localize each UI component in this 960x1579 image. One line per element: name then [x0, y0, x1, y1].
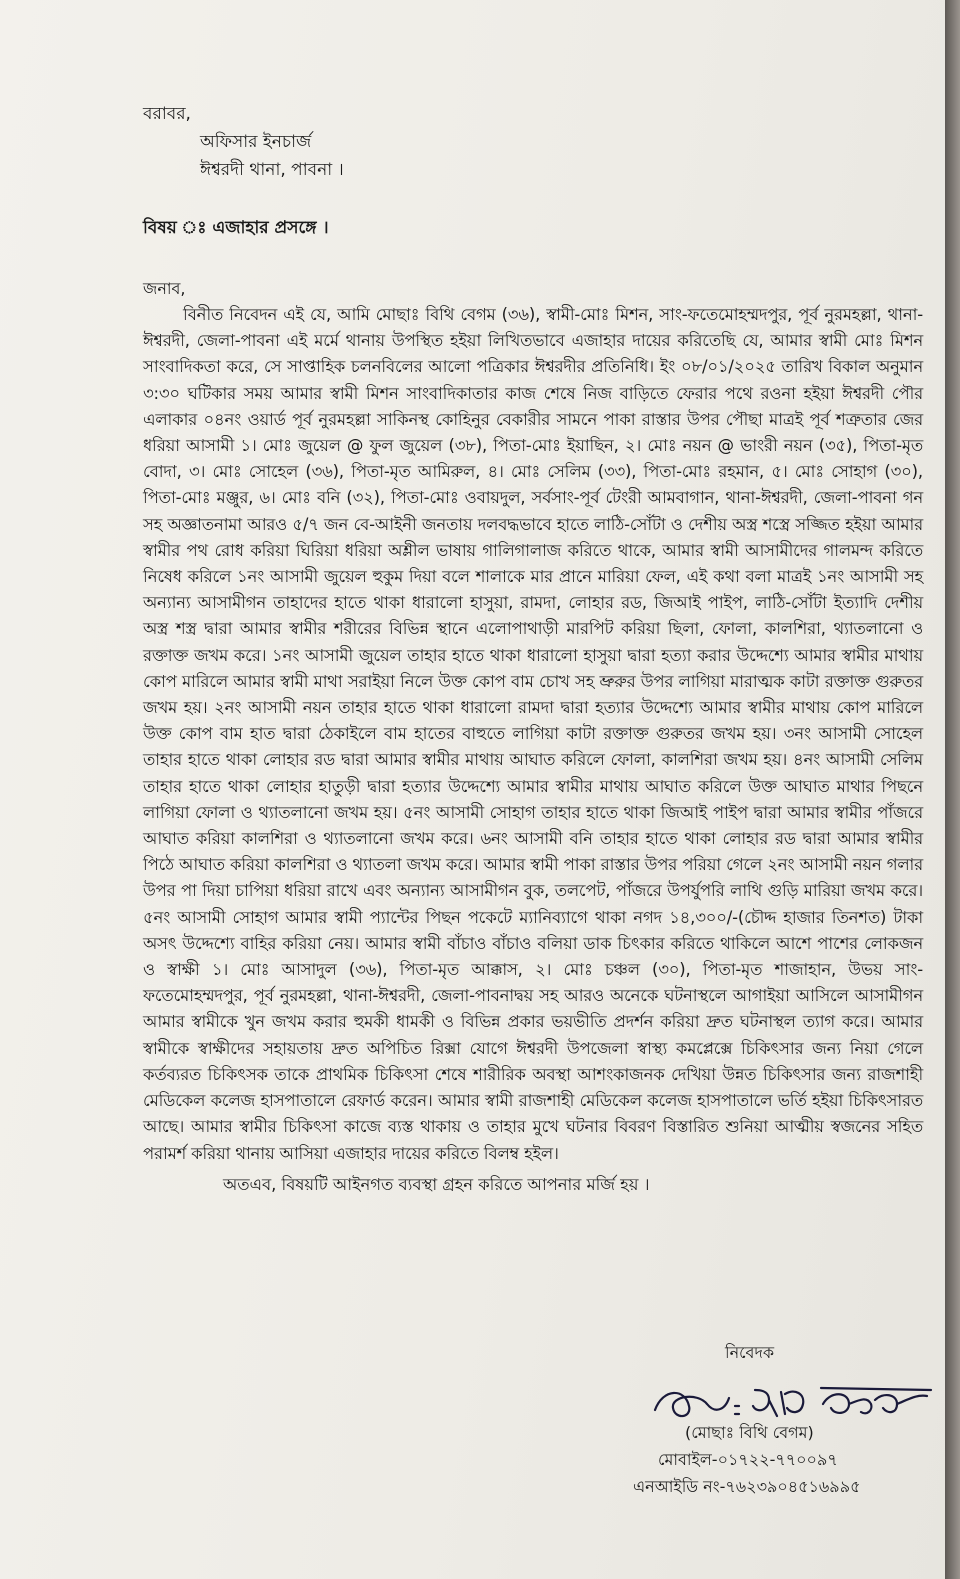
signatory-nid: এনআইডি নং-৭৬২৩৯০৪৫১৬৯৯৫	[633, 1477, 861, 1496]
salutation: জনাব,	[143, 279, 186, 298]
signatory-mobile: মোবাইল-০১৭২২-৭৭০০৯৭	[658, 1450, 838, 1469]
recipient-line-3: ঈশ্বরদী থানা, পাবনা ।	[200, 160, 344, 180]
letter-content	[143, 100, 923, 1199]
letter-subject: বিষয় ঃ এজাহার প্রসঙ্গে ।	[143, 218, 329, 238]
letter-closing: অতএব, বিষয়টি আইনগত ব্যবস্থা গ্রহন করিতে আপনার মর্জি হয় ।	[223, 1174, 650, 1194]
recipient-line-2: অফিসার ইনচার্জ	[200, 132, 312, 152]
signature-label: নিবেদক	[725, 1343, 775, 1362]
background-edge	[945, 0, 960, 1579]
recipient-line-1: বরাবর,	[143, 104, 191, 124]
letter-body: বিনীত নিবেদন এই যে, আমি মোছাঃ বিথি বেগম (৩৬), স্বামী-মোঃ মিশন, সাং-ফতেমোহম্মদপুর, পূর্ব নুরমহল্লা, থানা-ঈশ্বরদী, জেলা-পাবনা এই মর্মে থানায় উপস্থিত হইয়া লিখিতভাবে এজাহার দায়ের করিতেছি যে, আমার স্বামী মোঃ মিশন সাংবাদিকতা করে, সে সাপ্তাহিক চলনবিলের আলো পত্রিকার ঈশ্বরদীর প্রতিনিধি। ইং ০৮/০১/২০২৫ তারিখ বিকাল অনুমান ৩:৩০ ঘটিকার সময় আমার স্বামী মিশন সাংবাদিকাতার কাজ শেষে নিজ বাড়িতে ফেরার পথে রওনা হইয়া ঈশ্বরদী পৌর এলাকার ০৪নং ওয়ার্ড পূর্ব নুরমহল্লা সাকিনস্থ কোহিনুর বেকারীর সামনে পাকা রাস্তার উপর পৌছা মাত্রই পূর্ব শত্রুতার জের ধরিয়া আসামী ১। মোঃ জুয়েল @ ফুল জুয়েল (৩৮), পিতা-মোঃ ইয়াছিন, ২। মোঃ নয়ন @ ভাংরী নয়ন (৩৫), পিতা-মৃত বোদা, ৩। মোঃ সোহেল (৩৬), পিতা-মৃত আমিরুল, ৪। মোঃ সেলিম (৩৩), পিতা-মোঃ রহমান, ৫। মোঃ সোহাগ (৩০), পিতা-মোঃ মঞ্জুর, ৬। মোঃ বনি (৩২), পিতা-মোঃ ওবায়দুল, সর্বসাং-পূর্ব টেংরী আমবাগান, থানা-ঈশ্বরদী, জেলা-পাবনা গন সহ অজ্ঞাতনামা আরও ৫/৭ জন বে-আইনী জনতায় দলবদ্ধভাবে হাতে লাঠি-সোঁটা ও দেশীয় অস্ত্র শস্ত্রে সজ্জিত হইয়া আমার স্বামীর পথ রোধ করিয়া ঘিরিয়া ধরিয়া অশ্লীল ভাষায় গালিগালাজ করিতে থাকে, আমার স্বামী আসামীদের গালমন্দ করিতে নিষেধ করিলে ১নং আসামী জুয়েল হুকুম দিয়া বলে শালাকে মার প্রানে মারিয়া ফেল, এই কথা বলা মাত্রই ১নং আসামী সহ অন্যান্য আসামীগন তাহাদের হাতে থাকা ধারালো হাসুয়া, রামদা, লোহার রড, জিআই পাইপ, লাঠি-সোঁটা ইত্যাদি দেশীয় অস্ত্র শস্ত্র দ্বারা আমার স্বামীর শরীরের বিভিন্ন স্থানে এলোপাথাড়ী মারপিট করিয়া ছিলা, ফোলা, কালশিরা, থ্যাতলানো ও রক্তাক্ত জখম করে। ১নং আসামী জুয়েল তাহার হাতে থাকা ধারালো হাসুয়া দ্বারা হত্যা করার উদ্দেশ্যে আমার স্বামীর মাথায় কোপ মারিলে আমার স্বামী মাথা সরাইয়া নিলে উক্ত কোপ বাম চোখ সহ ভ্রুরুর উপর লাগিয়া মারাত্মক কাটা রক্তাক্ত গুরুতর জখম হয়। ২নং আসামী নয়ন তাহার হাতে থাকা ধারালো রামদা দ্বারা হত্যার উদ্দেশ্যে আমার স্বামীর মাথায় কোপ মারিলে উক্ত কোপ বাম হাত দ্বারা ঠেকাইলে বাম হাতের বাহুতে লাগিয়া কাটা রক্তাক্ত গুরুতর জখম হয়। ৩নং আসামী সোহেল তাহার হাতে থাকা লোহার রড দ্বারা আমার স্বামীর মাথায় আঘাত করিলে ফোলা, কালশিরা জখম হয়। ৪নং আসামী সেলিম তাহার হাতে থাকা লোহার হাতুড়ী দ্বারা হত্যার উদ্দেশ্যে আমার স্বামীর মাথায় আঘাত করিলে উক্ত আঘাত মাথার পিছনে লাগিয়া ফোলা ও থ্যাতলানো জখম হয়। ৫নং আসামী সোহাগ তাহার হাতে থাকা জিআই পাইপ দ্বারা আমার স্বামীর পাঁজরে আঘাত করিয়া কালশিরা ও থ্যাতলানো জখম করে। ৬নং আসামী বনি তাহার হাতে থাকা লোহার রড দ্বারা আমার স্বামীর পিঠে আঘাত করিয়া কালশিরা ও থ্যাতলা জখম করে। আমার স্বামী পাকা রাস্তার উপর পরিয়া গেলে ২নং আসামী নয়ন গলার উপর পা দিয়া চাপিয়া ধরিয়া রাখে এবং অন্যান্য আসামীগন বুক, তলপেট, পাঁজরে উপর্যুপরি লাথি গুড়ি মারিয়া জখম করে। ৫নং আসামী সোহাগ আমার স্বামী প্যান্টের পিছন পকেটে ম্যানিব্যাগে থাকা নগদ ১৪,৩০০/-(চৌদ্দ হাজার তিনশত) টাকা অসৎ উদ্দেশ্যে বাহির করিয়া নেয়। আমার স্বামী বাঁচাও বাঁচাও বলিয়া ডাক চিৎকার করিতে থাকিলে আশে পাশের লোকজন ও স্বাক্ষী ১। মোঃ আসাদুল (৩৬), পিতা-মৃত আক্কাস, ২। মোঃ চঞ্চল (৩০), পিতা-মৃত শাজাহান, উভয় সাং- ফতেমোহম্মদপুর, পূর্ব নুরমহল্লা, থানা-ঈশ্বরদী, জেলা-পাবনাদ্বয় সহ আরও অনেকে ঘটনাস্থলে আগাইয়া আসিলে আসামীগন আমার স্বামীকে খুন জখম করার হুমকী ধামকী ও বিভিন্ন প্রকার ভয়ভীতি প্রদর্শন করিয়া দ্রুত ঘটনাস্থল ত্যাগ করে। আমার স্বামীকে স্বাক্ষীদের সহায়তায় দ্রুত অপিচিত রিক্সা যোগে ঈশ্বরদী উপজেলা স্বাস্থ্য কমপ্লেক্সে চিকিৎসার জন্য নিয়া গেলে কর্তব্যরত চিকিৎসক তাকে প্রাথমিক চিকিৎসা শেষে শারীরিক অবস্থা আশংকাজনক দেখিয়া উন্নত চিকিৎসার জন্য রাজশাহী মেডিকেল কলেজ হাসপাতালে রেফার্ড করেন। আমার স্বামী রাজশাহী মেডিকেল কলেজ হাসপাতালে ভর্তি হইয়া চিকিৎসারত আছে। আমার স্বামীর চিকিৎসা কাজে ব্যস্ত থাকায় ও তাহার মুখে ঘটনার বিবরণ বিস্তারিত শুনিয়া আত্মীয় স্বজনের সহিত পরামর্শ করিয়া থানায় আসিয়া এজাহার দায়ের করিতে বিলম্ব হইল।	[143, 305, 923, 1163]
signatory-name: (মোছাঃ বিথি বেগম)	[685, 1423, 814, 1442]
